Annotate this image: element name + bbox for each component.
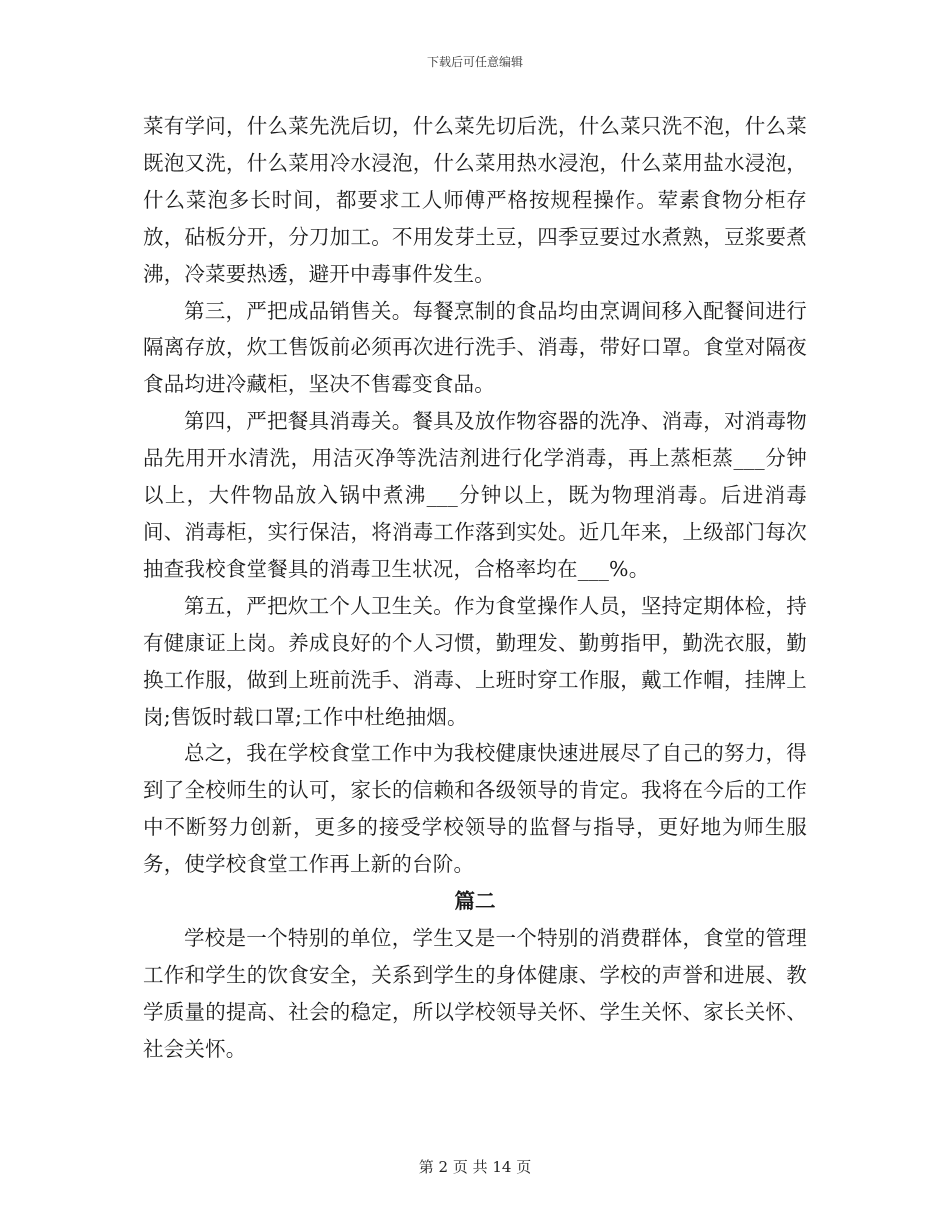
paragraph-third-point: 第三，严把成品销售关。每餐烹制的食品均由烹调间移入配餐间进行隔离存放，炊工售饭前必须再次进行洗手、消毒，带好口罩。食堂对隔夜食品均进冷藏柜，坚决不售霉变食品。: [143, 298, 807, 397]
paragraph-fourth-point: 第四，严把餐具消毒关。餐具及放作物容器的洗净、消毒，对消毒物品先用开水清洗，用洁灭净等洗洁剂进行化学消毒，再上蒸柜蒸___分钟以上，大件物品放入锅中煮沸___分钟以上，既为物理消毒。后进消毒间、消毒柜，实行保洁，将消毒工作落到实处。近几年来，上级部门每次抽查我校食堂餐具的消毒卫生状况，合格率均在___%。: [143, 409, 807, 581]
paragraph-section-intro: 学校是一个特别的单位，学生又是一个特别的消费群体，食堂的管理工作和学生的饮食安全，关系到学生的身体健康、学校的声誉和进展、教学质量的提高、社会的稳定，所以学校领导关怀、学生关怀、家长关怀、社会关怀。: [143, 925, 807, 1061]
paragraph-continuation: 菜有学问，什么菜先洗后切，什么菜先切后洗，什么菜只洗不泡，什么菜既泡又洗，什么菜用冷水浸泡，什么菜用热水浸泡，什么菜用盐水浸泡，什么菜泡多长时间，都要求工人师傅严格按规程操作。荤素食物分柜存放，砧板分开，分刀加工。不用发芽土豆，四季豆要过水煮熟，豆浆要煮沸，冷菜要热透，避开中毒事件发生。: [143, 114, 807, 286]
paragraph-fifth-point: 第五，严把炊工个人卫生关。作为食堂操作人员，坚持定期体检，持有健康证上岗。养成良好的个人习惯，勤理发、勤剪指甲，勤洗衣服，勤换工作服，做到上班前洗手、消毒、上班时穿工作服，戴工作帽，挂牌上岗;售饭时载口罩;工作中杜绝抽烟。: [143, 593, 807, 729]
section-title: 篇二: [454, 889, 496, 914]
page-header: 下载后可任意编辑: [426, 55, 523, 69]
document-body: [143, 108, 807, 1068]
paragraph-conclusion: 总之，我在学校食堂工作中为我校健康快速进展尽了自己的努力，得到了全校师生的认可，家长的信赖和各级领导的肯定。我将在今后的工作中不断努力创新，更多的接受学校领导的监督与指导，更好地为师生服务，使学校食堂工作再上新的台阶。: [143, 741, 807, 877]
page-footer: 第 2 页 共 14 页: [418, 1158, 532, 1176]
